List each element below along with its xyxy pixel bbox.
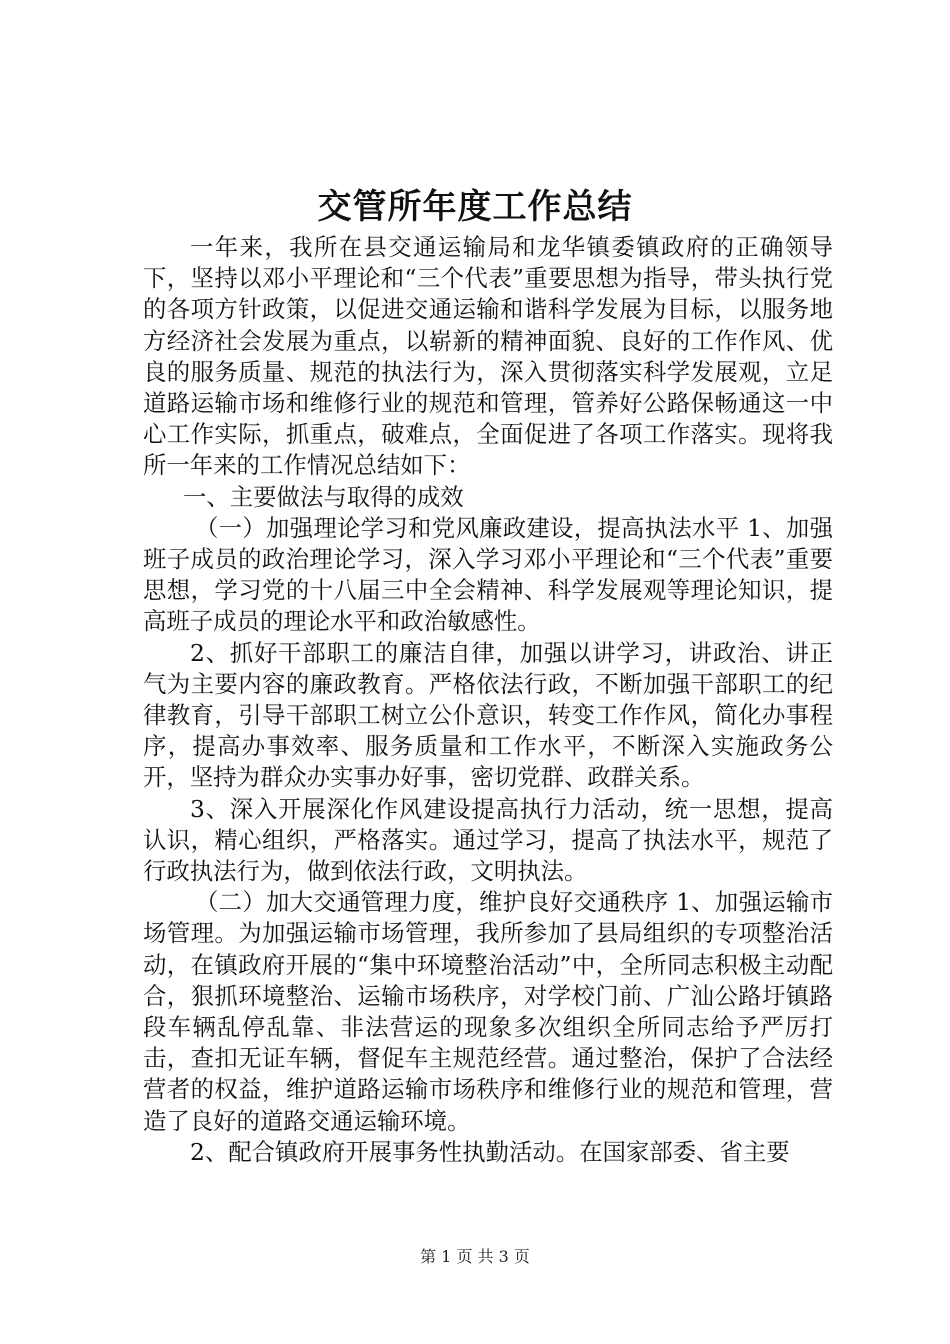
body-paragraph: 3、深入开展深化作风建设提高执行力活动，统一思想，提高认识，精心组织，严格落实。通过学习，提高了执法水平，规范了行政执法行为，做到依法行政，文明执法。 — [143, 794, 833, 886]
intro-paragraph: 一年来，我所在县交通运输局和龙华镇委镇政府的正确领导下，坚持以邓小平理论和“三个代表”重要思想为指导，带头执行党的各项方针政策，以促进交通运输和谐科学发展为目标，以服务地方经济社会发展为重点，以崭新的精神面貌、良好的工作作风、优良的服务质量、规范的执法行为，深入贯彻落实科学发展观，立足道路运输市场和维修行业的规范和管理，管养好公路保畅通这一中心工作实际，抓重点，破难点，全面促进了各项工作落实。现将我所一年来的工作情况总结如下： — [143, 233, 833, 480]
subsection-paragraph: （二）加大交通管理力度，维护良好交通秩序 1、加强运输市场管理。为加强运输市场管理，我所参加了县局组织的专项整治活动，在镇政府开展的“集中环境整治活动”中，全所同志积极主动配合，狠抓环境整治、运输市场秩序，对学校门前、广汕公路圩镇路段车辆乱停乱靠、非法营运的现象多次组织全所同志给予严厉打击，查扣无证车辆，督促车主规范经营。通过整治，保护了合法经营者的权益，维护道路运输市场秩序和维修行业的规范和管理，营造了良好的道路交通运输环境。 — [143, 888, 833, 1135]
section-heading: 一、主要做法与取得的成效 — [183, 482, 464, 511]
body-paragraph: 2、配合镇政府开展事务性执勤活动。在国家部委、省主要 — [190, 1137, 790, 1166]
document-body — [143, 232, 833, 1168]
page-number-footer: 第 1 页 共 3 页 — [420, 1247, 530, 1266]
document-title: 交管所年度工作总结 — [317, 187, 633, 227]
body-paragraph: 2、抓好干部职工的廉洁自律，加强以讲学习，讲政治、讲正气为主要内容的廉政教育。严格依法行政，不断加强干部职工的纪律教育，引导干部职工树立公仆意识，转变工作作风，简化办事程序，提高办事效率、服务质量和工作水平，不断深入实施政务公开，坚持为群众办实事办好事，密切党群、政群关系。 — [143, 638, 833, 792]
subsection-paragraph: （一）加强理论学习和党风廉政建设，提高执法水平 1、加强班子成员的政治理论学习，深入学习邓小平理论和“三个代表”重要思想，学习党的十八届三中全会精神、科学发展观等理论知识，提高班子成员的理论水平和政治敏感性。 — [143, 513, 833, 636]
